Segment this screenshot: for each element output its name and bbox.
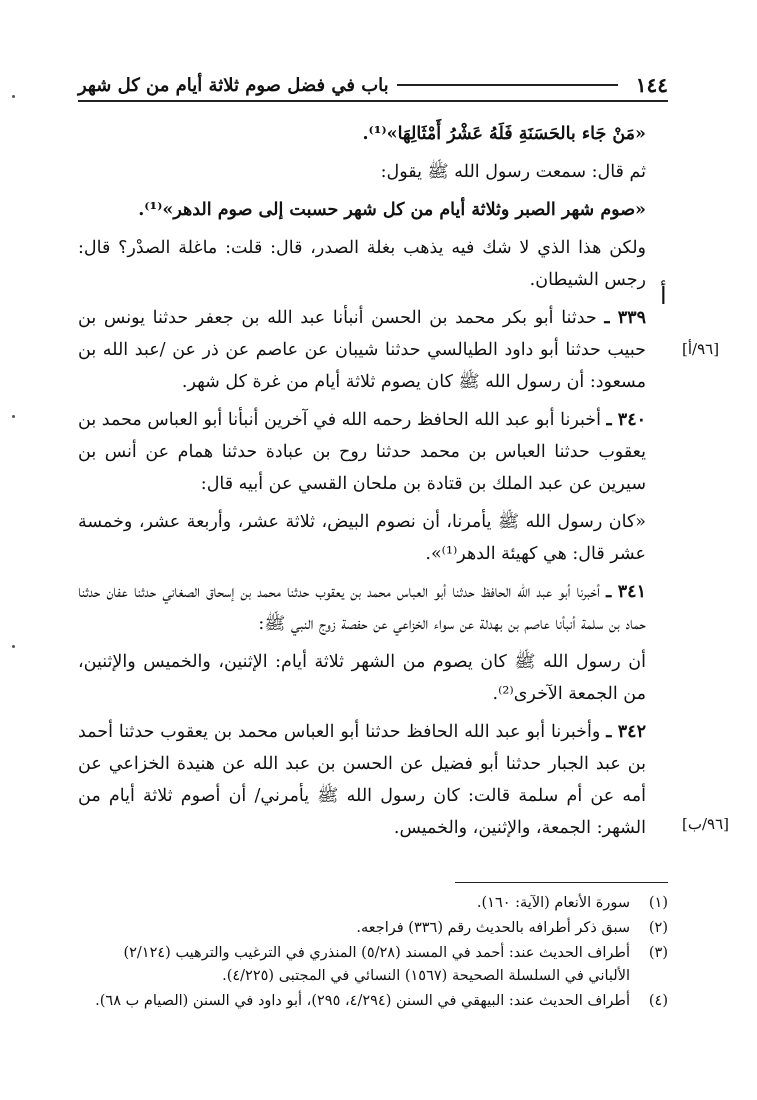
hadith-text: حدثنا أبو بكر محمد بن الحسن أنبأنا عبد الله بن جعفر حدثنا يونس بن حبيب حدثنا أبو داود الطيالسي حدثنا شيبان عن عاصم عن ذر عن /عبد الله بن مسعود: أن رسول الله ﷺ كان يصوم ثلاثة أيام من غرة كل شهر. (78, 308, 646, 392)
hadith-quote-340: «كان رسول الله ﷺ يأمرنا، أن نصوم البيض، ثلاثة عشر، وأربعة عشر، وخمسة عشر قال: هي كهيئة الدهر⁽¹⁾». (78, 512, 646, 564)
page-header (78, 70, 668, 102)
footnote-number: (٢) (648, 920, 668, 936)
hadith-342 (78, 716, 668, 844)
commentary: ولكن هذا الذي لا شك فيه يذهب بغلة الصدر، قال: قلت: ماغلة الصدْر؟ قال: رجس الشيطان. (78, 238, 646, 290)
scan-dot (12, 645, 15, 648)
hadith-quote: «صوم شهر الصبر وثلاثة أيام من كل شهر حسبت إلى صوم الدهر»⁽¹⁾. (138, 200, 646, 220)
hadith-340 (78, 404, 668, 500)
hadith-339 (78, 302, 668, 398)
hadith-text: وأخبرنا أبو عبد الله الحافظ حدثنا أبو العباس محمد بن يعقوب حدثنا أحمد بن عبد الجبار حدثنا أبو فضيل عن الحسن بن عبد الله عن هنيدة الخزاعي عن أمه عن أم سلمة قالت: كان رسول الله ﷺ يأمرني/ أن أصوم ثلاثة أيام من الشهر: الجمعة، والإثنين، والخميس. (78, 722, 646, 838)
footnote-text: سبق ذكر أطرافه بالحديث رقم (٣٣٦) فراجعه. (356, 920, 630, 936)
footnote-text: سورة الأنعام (الآية: ١٦٠). (476, 895, 630, 911)
footnotes (78, 892, 668, 1015)
footnote-number: (٣) (648, 945, 668, 961)
scan-dot (12, 415, 15, 418)
hadith-text: أخبرنا أبو عبد الله الحافظ رحمه الله في آخرين أنبأنا أبو العباس محمد بن يعقوب حدثنا العباس بن محمد حدثنا روح بن عبادة حدثنا همام عن أنس بن سيرين عن عبد الملك بن قتادة بن ملحان القسي عن أبيه قال: (78, 410, 646, 494)
main-text (78, 118, 668, 850)
footnote (78, 990, 668, 1013)
margin-alif: أ (660, 282, 667, 310)
margin-folio-b: [٩٦/ب] (682, 815, 730, 833)
hadith-number: ٣٤١ ـ (606, 582, 646, 602)
hadith-341 (78, 576, 668, 640)
footnote (78, 942, 668, 988)
footnote-text: أطراف الحديث عند: أحمد في المسند (٥/٢٨) المنذري في الترغيب والترهيب (٢/١٢٤) الألباني في السلسلة الصحيحة (١٥٦٧) النسائي في المجتبى (٤/٢٢٥). (123, 945, 630, 984)
footnote-number: (١) (648, 895, 668, 911)
page-number: ١٤٤ (635, 73, 668, 97)
quran-quote: «مَنْ جَاء بالحَسَنَةِ فَلَهُ عَشْرُ أَمْثَالِهَا»⁽¹⁾. (362, 124, 646, 144)
chapter-title: باب في فضل صوم ثلاثة أيام من كل شهر (78, 74, 389, 96)
hadith-number: ٣٣٩ ـ (604, 308, 646, 328)
hadith-text: أخبرنا أبو عبد الله الحافظ حدثنا أبو العباس محمد بن يعقوب حدثنا محمد بن إسحاق الصغاني حدثنا عفان حدثنا حماد بن سلمة أنبأنا عاصم بن بهدلة عن سواء الخزاعي عن حفصة زوج النبي ﷺ: (78, 582, 646, 634)
footnote-separator (455, 882, 668, 883)
hadith-quote-341: أن رسول الله ﷺ كان يصوم من الشهر ثلاثة أيام: الإثنين، والخميس والإثنين، من الجمعة الآخرى⁽²⁾. (78, 652, 646, 704)
margin-folio-a: [٩٦/أ] (682, 340, 720, 358)
narration-intro: ثم قال: سمعت رسول الله ﷺ يقول: (380, 162, 646, 182)
footnote-number: (٤) (648, 993, 668, 1009)
footnote-text: أطراف الحديث عند: البيهقي في السنن (٤/٢٩٤، ٢٩٥)، أبو داود في السنن (الصيام ب ٦٨). (95, 993, 630, 1009)
scan-dot (12, 95, 15, 98)
footnote (78, 917, 668, 940)
footnote (78, 892, 668, 915)
header-rule (397, 84, 618, 86)
hadith-number: ٣٤٢ ـ (606, 722, 646, 742)
hadith-number: ٣٤٠ ـ (606, 410, 646, 430)
